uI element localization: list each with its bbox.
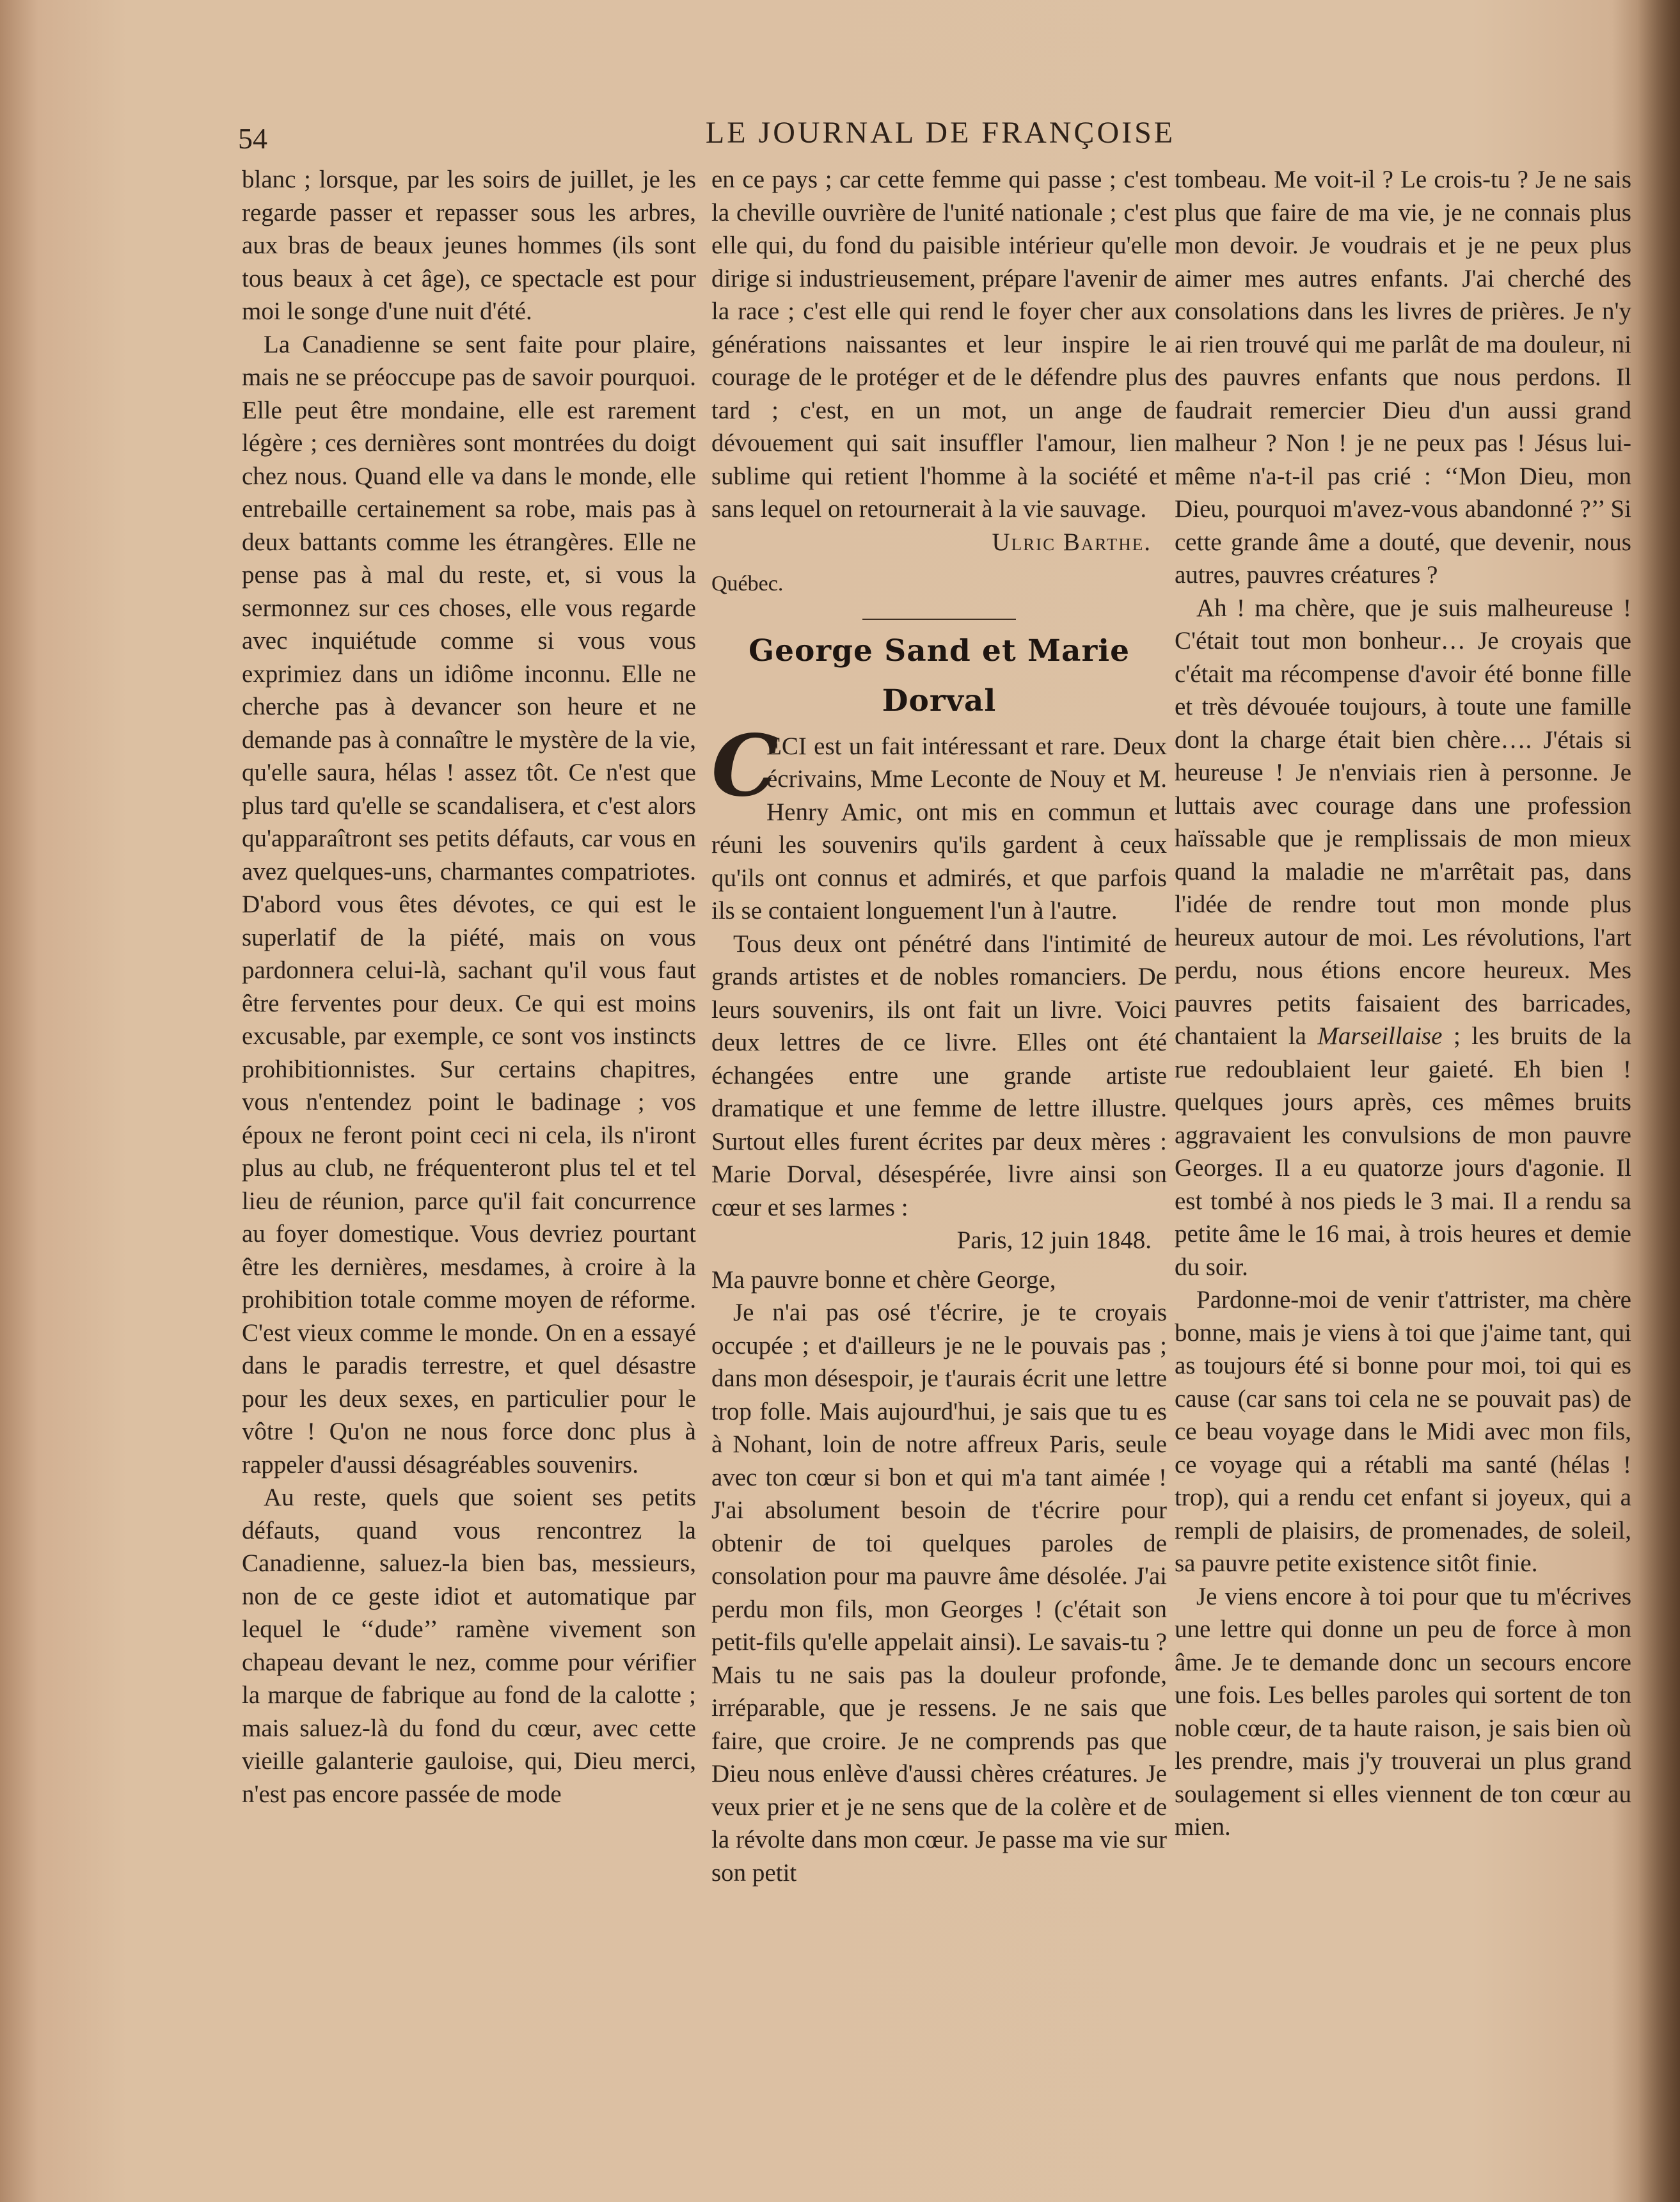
- emphasized-title: Marseillaise: [1317, 1022, 1443, 1050]
- paragraph: Au reste, quels que soient ses petits défauts, quand vous rencontrez la Canadienne, saluez-la bien bas, messieurs, non de ce geste idiot et automatique par lequel le ‘‘dude’’ ramène vivement son chapeau devant le nez, comme pour vérifier la marque de fabrique au fond de la calotte ; mais saluez-là du fond du cœur, avec cette vieille galanterie gauloise, qui, Dieu merci, n'est pas encore passée de mode: [242, 1484, 696, 1808]
- letter-dateline: Paris, 12 juin 1848.: [956, 1226, 1152, 1254]
- paragraph: en ce pays ; car cette femme qui passe ; c'est la cheville ouvrière de l'unité nationale ; c'est elle qui, du fond du paisible intérieur qu'elle dirige si industrieusement, prépare l'avenir de la race ; c'est elle qui rend le foyer cher aux générations naissantes et leur inspire le courage de le protéger et de le défendre plus tard ; c'est, en un mot, un ange de dévouement qui sait insuffler l'amour, lien sublime qui retient l'homme à la société et sans lequel on retournerait à la vie sauvage.: [711, 166, 1167, 523]
- letter-salutation: Ma pauvre bonne et chère George,: [711, 1265, 1056, 1294]
- page-number: 54: [238, 122, 267, 155]
- paragraph: ECI est un fait intéressant et rare. Deux écrivains, Mme Leconte de Nouy et M. Henry Amic, ont mis en commun et réuni les souvenirs qu'ils gardent à ceux qu'ils ont connus et admirés, et que parfois ils se contaient longuement l'un à l'autre.: [711, 732, 1167, 924]
- paragraph: Je n'ai pas osé t'écrire, je te croyais occupée ; et d'ailleurs je ne le pouvais pas ; dans mon désespoir, je t'aurais écrit une lettre trop folle. Mais aujourd'hui, je sais que tu es à Nohant, loin de notre affreux Paris, seule avec ton cœur si bon et qui m'a tant aimée ! J'ai absolument besoin de t'écrire pour obtenir de toi quelques paroles de consolation pour ma pauvre âme désolée. J'ai perdu mon fils, mon Georges ! (c'était son petit-fils qu'elle appelait ainsi). Le savais-tu ? Mais tu ne sais pas la douleur profonde, irréparable, que je ressens. Je ne sais que faire, que croire. Je ne comprends pas que Dieu nous enlève d'aussi chères créatures. Je veux prier et je ne sens que de la colère et de la révolte dans mon cœur. Je passe ma vie sur son petit: [711, 1299, 1167, 1887]
- author-signature: Ulric Barthe.: [992, 528, 1152, 556]
- article-title: George Sand et Marie Dorval: [748, 633, 1130, 718]
- paragraph-text: ; les bruits de la rue redoublaient leur gaieté. Eh bien ! quelques jours après, ces mêmes bruits aggravaient les convulsions de mon pauvre Georges. Il a eu quatorze jours d'agonie. Il est tombé à nos pieds le 3 mai. Il a rendu sa petite âme le 16 mai, à trois heures et demie du soir.: [1175, 1022, 1631, 1281]
- article-intro: [711, 716, 1167, 928]
- page-edge-shadow: [1638, 0, 1680, 2202]
- text-column-1: [242, 163, 696, 1810]
- section-divider: [862, 619, 1016, 620]
- text-column-2: [711, 163, 1167, 1889]
- paragraph-text: Ah ! ma chère, que je suis malheureuse ! C'était tout mon bonheur… Je croyais que c'était ma récompense d'avoir été bonne fille et très dévouée toujours, à toute une famille dont la charge était bien chère…. J'étais si heureuse ! Je n'enviais rien à personne. Je luttais avec courage dans une profession haïssable que je remplissais de mon mieux quand la maladie ne m'arrêtait pas, dans l'idée de rendre tout mon monde plus heureux autour de moi. Les révolutions, l'art perdu, nous étions encore heureux. Mes pauvres petits faisaient des barricades, chantaient la: [1175, 594, 1631, 1050]
- drop-cap: C: [711, 716, 779, 816]
- paragraph: [1175, 592, 1631, 1284]
- place-line: Québec.: [711, 572, 784, 596]
- paragraph: blanc ; lorsque, par les soirs de juillet, je les regarde passer et repasser sous les arbres, aux bras de beaux jeunes hommes (ils sont tous beaux à cet âge), ce spectacle est pour moi le songe d'une nuit d'été.: [242, 166, 696, 325]
- text-column-3: [1175, 163, 1631, 1844]
- paragraph: La Canadienne se sent faite pour plaire, mais ne se préoccupe pas de savoir pourquoi. Elle peut être mondaine, elle est rarement légère ; ces dernières sont montrées du doigt chez nous. Quand elle va dans le monde, elle entrebaille certainement sa robe, mais pas à deux battants comme les étrangères. Elle ne pense pas à mal du reste, et, si vous la sermonnez sur ces choses, elle vous regarde avec inquiétude comme si vous vous exprimiez dans un idiôme inconnu. Elle ne cherche pas à devancer son heure et ne demande pas à connaître le mystère de la vie, qu'elle saura, hélas ! assez tôt. Ce n'est que plus tard qu'elle se scandalisera, et c'est alors qu'apparaîtront ses petits défauts, car vous en avez quelques-uns, charmantes compatriotes. D'abord vous êtes dévotes, ce qui est le superlatif de la piété, mais on vous pardonnera celui-là, sachant qu'il vous faut être ferventes pour deux. Ce qui est moins excusable, par exemple, ce sont vos instincts prohibitionnistes. Sur certains chapitres, vous n'entendez point le badinage ; vos époux ne feront point ceci ni cela, ils n'iront plus au club, ne fréquenteront plus tel et tel lieu de réunion, parce qu'il fait concurrence au foyer domestique. Vous devriez pourtant être les dernières, mesdames, à croire à la prohibition totale comme moyen de réforme. C'est vieux comme le monde. On en a essayé dans le paradis terrestre, et quel désastre pour les deux sexes, en particulier pour le vôtre ! Qu'on ne nous force donc plus à rappeler d'aussi désagréables souvenirs.: [242, 330, 696, 1478]
- paragraph: Pardonne-moi de venir t'attrister, ma chère bonne, mais je viens à toi que j'aime tant, qui as toujours été si bonne pour moi, toi qui es cause (car sans toi cela ne se pouvait pas) de ce beau voyage dans le Midi avec mon fils, ce voyage qui a rétabli ma santé (hélas ! trop), qui a rendu cet enfant si joyeux, qui a rempli de plaisirs, de promenades, de soleil, sa pauvre petite existence sitôt finie.: [1175, 1286, 1631, 1577]
- paragraph: tombeau. Me voit-il ? Le crois-tu ? Je ne sais plus que faire de ma vie, je ne connais plus mon devoir. Je voudrais et je ne peux plus aimer mes autres enfants. J'ai cherché des consolations dans les livres de prières. Je n'y ai rien trouvé qui me parlât de ma douleur, ni des pauvres enfants que nous perdons. Il faudrait remercier Dieu d'un aussi grand malheur ? Non ! je ne peux pas ! Jésus lui-même n'a-t-il pas crié : ‘‘Mon Dieu, mon Dieu, pourquoi m'avez-vous abandonné ?’’ Si cette grande âme a douté, que devenir, nous autres, pauvres créatures ?: [1175, 166, 1631, 589]
- paragraph: Tous deux ont pénétré dans l'intimité de grands artistes et de nobles romanciers. De leurs souvenirs, ils ont fait un livre. Voici deux lettres de ce livre. Elles ont été échangées entre une grande artiste dramatique et une femme de lettre illustre. Surtout elles furent écrites par deux mères : Marie Dorval, désespérée, livre ainsi son cœur et ses larmes :: [711, 930, 1167, 1221]
- running-title: LE JOURNAL DE FRANÇOISE: [705, 116, 1176, 150]
- paragraph: Je viens encore à toi pour que tu m'écrives une lettre qui donne un peu de force à mon âme. Je te demande donc un secours encore une fois. Les belles paroles qui sortent de ton noble cœur, de ta haute raison, je sais bien où les prendre, mais j'y trouverai un plus grand soulagement si elles viennent de ton cœur au mien.: [1175, 1582, 1631, 1841]
